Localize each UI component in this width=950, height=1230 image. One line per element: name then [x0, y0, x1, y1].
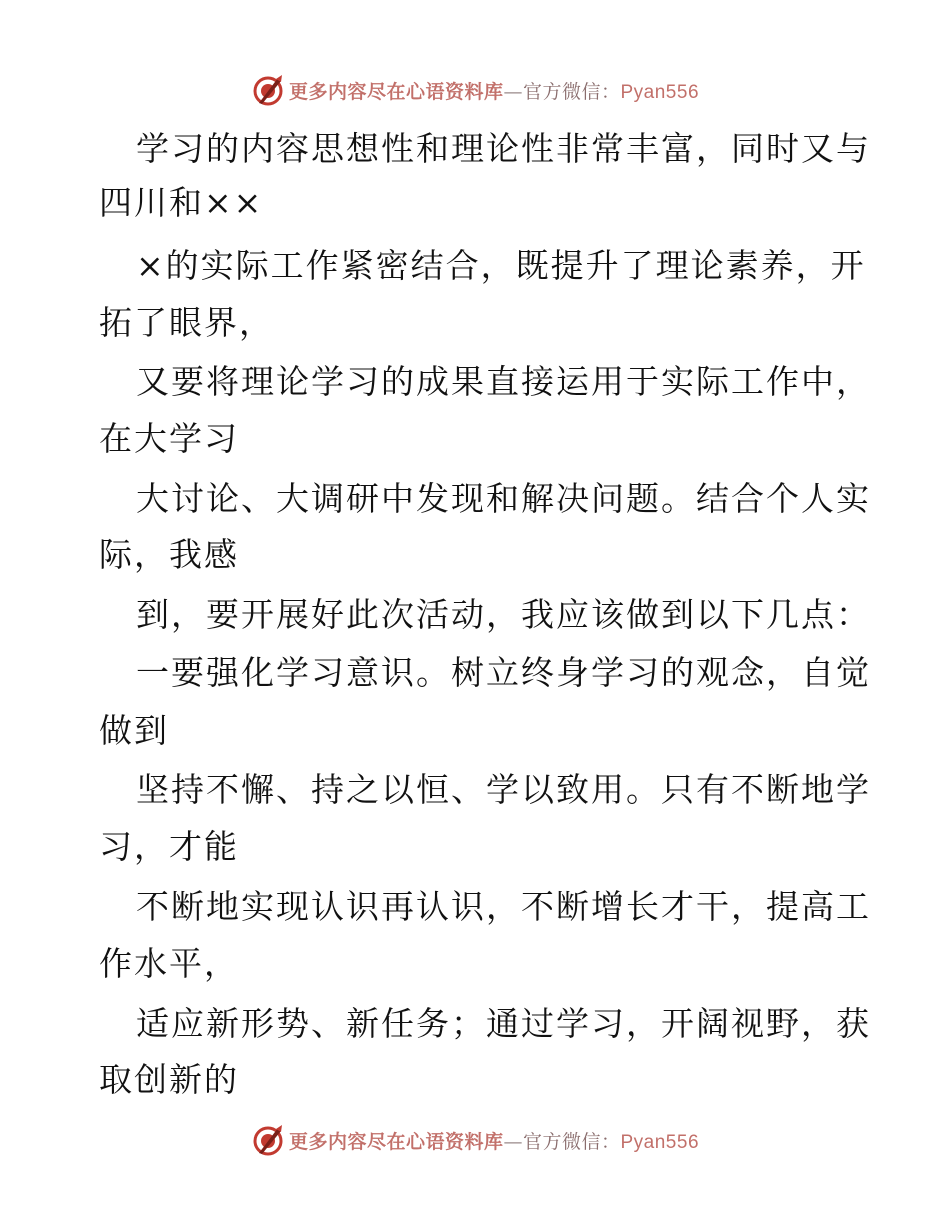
- body-line: 取创新的: [99, 1060, 239, 1099]
- header-wechat-id: Pyan556: [620, 81, 700, 103]
- footer-brand-text: 更多内容尽在心语资料库: [288, 1130, 504, 1153]
- footer-separator: —: [503, 1130, 523, 1153]
- footer-wechat-id: Pyan556: [620, 1131, 700, 1153]
- body-line: 做到: [99, 711, 169, 750]
- header-banner: [0, 68, 950, 112]
- quill-pen-seal-icon: [251, 73, 285, 107]
- body-line: ×的实际工作紧密结合，既提升了理论素养，开: [136, 246, 866, 285]
- body-line: 拓了眼界，: [99, 303, 274, 342]
- body-line: 作水平，: [99, 944, 239, 983]
- footer-wechat-label: 官方微信：: [522, 1130, 621, 1153]
- header-brand-text: 更多内容尽在心语资料库: [288, 80, 504, 103]
- body-line: 不断地实现认识再认识，不断增长才干，提高工: [136, 887, 871, 926]
- body-line: 一要强化学习意识。树立终身学习的观念，自觉: [136, 653, 871, 692]
- header-text: [289, 77, 699, 104]
- footer-banner: [0, 1118, 950, 1162]
- body-line: 到，要开展好此次活动，我应该做到以下几点：: [136, 595, 871, 634]
- header-wechat-label: 官方微信：: [522, 80, 621, 103]
- header-separator: —: [503, 80, 523, 103]
- body-line: 学习的内容思想性和理论性非常丰富，同时又与: [136, 129, 871, 168]
- body-line: 四川和××: [99, 183, 264, 222]
- body-line: 习，才能: [99, 827, 239, 866]
- footer-text: [289, 1127, 699, 1154]
- quill-pen-seal-icon: [251, 1123, 285, 1157]
- body-line: 坚持不懈、持之以恒、学以致用。只有不断地学: [136, 770, 871, 809]
- body-line: 际，我感: [99, 535, 239, 574]
- body-line: 适应新形势、新任务；通过学习，开阔视野，获: [136, 1004, 871, 1043]
- body-line: 大讨论、大调研中发现和解决问题。结合个人实: [136, 479, 871, 518]
- body-line: 在大学习: [99, 419, 239, 458]
- body-line: 又要将理论学习的成果直接运用于实际工作中，: [136, 362, 871, 401]
